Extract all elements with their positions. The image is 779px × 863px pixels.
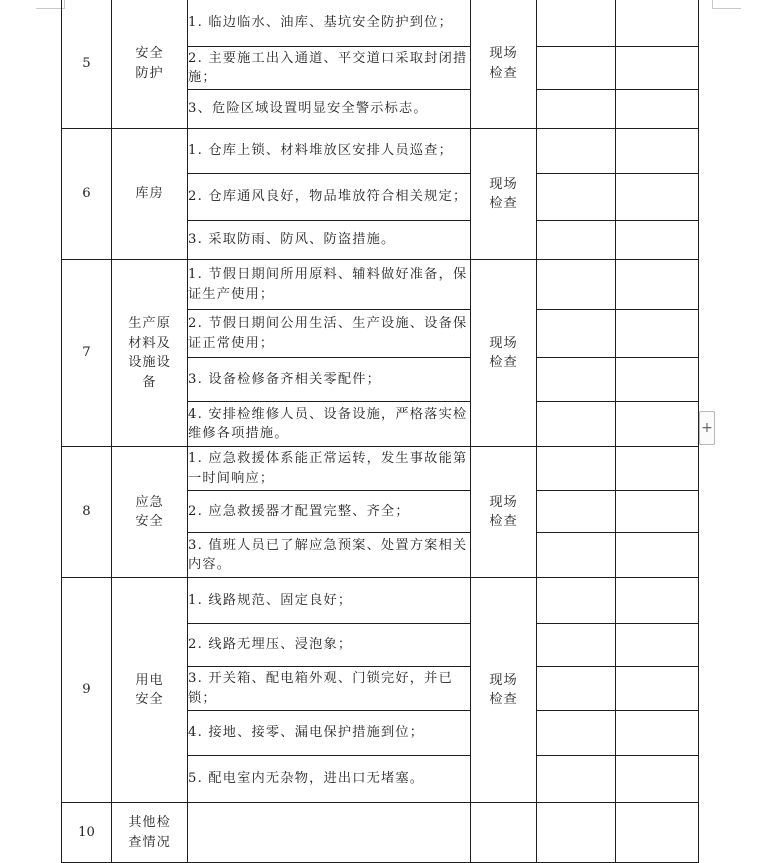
check-item: 5. 配电室内无杂物，进出口无堵塞。 (188, 756, 471, 803)
remark-cell (616, 667, 699, 711)
add-row-button[interactable]: + (699, 411, 715, 445)
result-cell (537, 129, 616, 174)
table-row (62, 0, 699, 47)
check-item: 4. 接地、接零、漏电保护措施到位； (188, 711, 471, 756)
inspection-table-body (62, 0, 699, 863)
check-item: 2. 仓库通风良好，物品堆放符合相关规定； (188, 174, 471, 221)
check-item: 1. 应急救援体系能正常运转，发生事故能第一时间响应； (188, 447, 471, 491)
result-cell (537, 358, 616, 402)
result-cell (537, 533, 616, 578)
check-item: 1. 线路规范、固定良好； (188, 578, 471, 624)
remark-cell (616, 310, 699, 358)
check-item: 2. 应急救援器才配置完整、齐全； (188, 491, 471, 533)
result-cell (537, 447, 616, 491)
check-item: 1. 仓库上锁、材料堆放区安排人员巡查； (188, 129, 471, 174)
remark-cell (616, 358, 699, 402)
category-cell: 用电 安全 (112, 578, 188, 803)
table-row (62, 447, 699, 491)
result-cell (537, 0, 616, 47)
remark-cell (616, 402, 699, 447)
row-number: 5 (62, 0, 112, 129)
result-cell (537, 711, 616, 756)
check-item: 2. 主要施工出入通道、平交道口采取封闭措施； (188, 47, 471, 90)
category-cell: 生产原 材料及 设施设 备 (112, 260, 188, 447)
method-cell (471, 803, 537, 863)
inspection-table (61, 0, 699, 863)
result-cell (537, 47, 616, 90)
remark-cell (616, 491, 699, 533)
result-cell (537, 578, 616, 624)
check-item: 4. 安排检维修人员、设备设施，严格落实检维修各项措施。 (188, 402, 471, 447)
result-cell (537, 402, 616, 447)
check-item: 1. 临边临水、油库、基坑安全防护到位； (188, 0, 471, 47)
check-item: 2. 线路无埋压、浸泡象； (188, 624, 471, 667)
page-corner-mark-right (712, 0, 741, 9)
remark-cell (616, 447, 699, 491)
result-cell (537, 803, 616, 863)
check-item: 3、危险区域设置明显安全警示标志。 (188, 90, 471, 129)
check-item: 3. 开关箱、配电箱外观、门锁完好，并已锁； (188, 667, 471, 711)
result-cell (537, 756, 616, 803)
remark-cell (616, 578, 699, 624)
result-cell (537, 667, 616, 711)
check-item: 3. 值班人员已了解应急预案、处置方案相关内容。 (188, 533, 471, 578)
remark-cell (616, 221, 699, 260)
row-number: 10 (62, 803, 112, 863)
method-cell: 现场 检查 (471, 0, 537, 129)
remark-cell (616, 174, 699, 221)
row-number: 8 (62, 447, 112, 578)
category-cell: 应急 安全 (112, 447, 188, 578)
remark-cell (616, 624, 699, 667)
result-cell (537, 260, 616, 310)
remark-cell (616, 756, 699, 803)
remark-cell (616, 533, 699, 578)
result-cell (537, 624, 616, 667)
method-cell: 现场 检查 (471, 260, 537, 447)
remark-cell (616, 129, 699, 174)
remark-cell (616, 90, 699, 129)
check-item: 3. 设备检修备齐相关零配件； (188, 358, 471, 402)
check-item: 3. 采取防雨、防风、防盗措施。 (188, 221, 471, 260)
table-row (62, 803, 699, 863)
method-cell: 现场 检查 (471, 578, 537, 803)
result-cell (537, 310, 616, 358)
table-row (62, 260, 699, 310)
table-row (62, 129, 699, 174)
remark-cell (616, 711, 699, 756)
remark-cell (616, 260, 699, 310)
method-cell: 现场 检查 (471, 129, 537, 260)
result-cell (537, 221, 616, 260)
result-cell (537, 491, 616, 533)
check-item (188, 803, 471, 863)
row-number: 9 (62, 578, 112, 803)
result-cell (537, 174, 616, 221)
table-row (62, 578, 699, 624)
method-cell: 现场 检查 (471, 447, 537, 578)
remark-cell (616, 0, 699, 47)
category-cell: 库房 (112, 129, 188, 260)
result-cell (537, 90, 616, 129)
remark-cell (616, 803, 699, 863)
check-item: 2. 节假日期间公用生活、生产设施、设备保证正常使用； (188, 310, 471, 358)
check-item: 1. 节假日期间所用原料、辅料做好准备，保证生产使用； (188, 260, 471, 310)
remark-cell (616, 47, 699, 90)
category-cell: 其他检 查情况 (112, 803, 188, 863)
category-cell: 安全 防护 (112, 0, 188, 129)
row-number: 6 (62, 129, 112, 260)
row-number: 7 (62, 260, 112, 447)
